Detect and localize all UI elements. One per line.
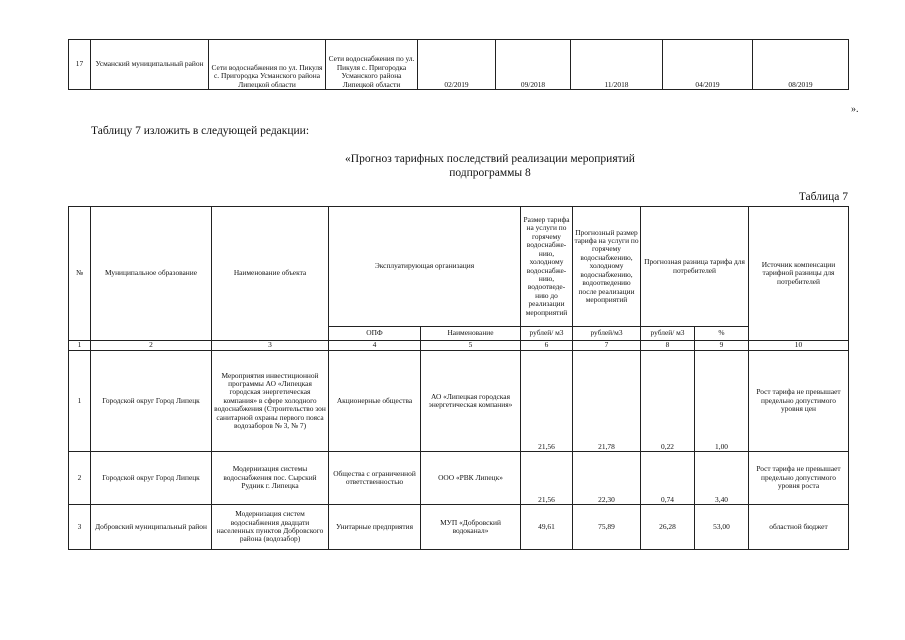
col-number: 10 [749, 341, 849, 351]
col-number: 2 [91, 341, 212, 351]
cell-tariff-after: 22,30 [573, 452, 641, 505]
header-row [69, 207, 849, 327]
cell-municipality: Добровский муниципальный район [91, 505, 212, 550]
cell-date: 04/2019 [663, 40, 753, 90]
cell-opf: Унитарные предприятия [329, 505, 421, 550]
col-number: 6 [521, 341, 573, 351]
column-numbers-row [69, 341, 849, 351]
cell-organization: МУП «Добровский водоканал» [421, 505, 521, 550]
cell-tariff-after: 21,78 [573, 351, 641, 452]
cell-num: 1 [69, 351, 91, 452]
document-title-line2: подпрограммы 8 [449, 167, 531, 179]
col-number: 9 [695, 341, 749, 351]
cell-date: 09/2018 [496, 40, 571, 90]
tariff-forecast-table [68, 206, 849, 550]
document-title-line1: «Прогноз тарифных последствий реализации мероприятий [345, 153, 635, 165]
header-municipality: Муниципальное образование [91, 207, 212, 341]
header-tariff-before: Размер тарифа на услуги по горячему водоснабже-нию, холодному водоснабже-нию, водоотведе-нию до реализации мероприятий [521, 207, 573, 327]
cell-organization: АО «Липецкая городская энергетическая компания» [421, 351, 521, 452]
header-tariff-after: Прогнозный размер тарифа на услуги по горячему водоснабжению, холодному водоснабжению, водоотведению после реализации мероприятий [573, 207, 641, 327]
table-row [69, 452, 849, 505]
table-row [69, 505, 849, 550]
col-number: 3 [212, 341, 329, 351]
cell-date: 08/2019 [753, 40, 849, 90]
cell-tariff-after: 75,89 [573, 505, 641, 550]
cell-percent: 53,00 [695, 505, 749, 550]
col-number: 1 [69, 341, 91, 351]
cell-percent: 1,00 [695, 351, 749, 452]
cell-num: 17 [69, 40, 91, 90]
table-label: Таблица 7 [798, 191, 848, 203]
cell-opf: Акционерные общества [329, 351, 421, 452]
header-object: Наименование объекта [212, 207, 329, 341]
col-number: 5 [421, 341, 521, 351]
header-operator: Эксплуатирующая организация [329, 207, 521, 327]
header-name: Наименование [421, 327, 521, 341]
cell-opf: Общества с ограниченной ответственностью [329, 452, 421, 505]
header-opf: ОПФ [329, 327, 421, 341]
col-number: 7 [573, 341, 641, 351]
cell-object: Модернизация системы водоснабжения пос. Сырский Рудник г. Липецка [212, 452, 329, 505]
header-unit: рублей/ м3 [521, 327, 573, 341]
header-percent: % [695, 327, 749, 341]
header-unit: рублей/м3 [573, 327, 641, 341]
cell-compensation: Рост тарифа не превышает предельно допустимого уровня роста [749, 452, 849, 505]
col-number: 4 [329, 341, 421, 351]
cell-percent: 3,40 [695, 452, 749, 505]
cell-object: Модернизация систем водоснабжения двадцати населенных пунктов Добровского района (водозабор) [212, 505, 329, 550]
cell-object: Мероприятия инвестиционной программы АО «Липецкая городская энергетическая компания» в сфере холодного водоснабжения (Строительство зон санитарной охраны первого пояса водозаборов № 3, № 7) [212, 351, 329, 452]
instruction-text: Таблицу 7 изложить в следующей редакции: [91, 125, 310, 137]
cell-num: 3 [69, 505, 91, 550]
table-row [69, 351, 849, 452]
cell-compensation: Рост тарифа не превышает предельно допустимого уровня цен [749, 351, 849, 452]
cell-organization: ООО «РВК Липецк» [421, 452, 521, 505]
header-unit: рублей/ м3 [641, 327, 695, 341]
cell-tariff-before: 21,56 [521, 452, 573, 505]
cell-tariff-before: 49,61 [521, 505, 573, 550]
col-number: 8 [641, 341, 695, 351]
cell-difference: 26,28 [641, 505, 695, 550]
cell-difference: 0,74 [641, 452, 695, 505]
header-compensation: Источник компенсации тарифной разницы для потребителей [749, 207, 849, 341]
cell-difference: 0,22 [641, 351, 695, 452]
cell-date: 11/2018 [571, 40, 663, 90]
cell-object-2: Сети водоснабжения по ул. Пикуля с. Пригородка Усманского района Липецкой области [326, 40, 418, 90]
cell-municipality: Городской округ Город Липецк [91, 452, 212, 505]
closing-quote: ». [851, 104, 859, 115]
cell-compensation: областной бюджет [749, 505, 849, 550]
header-num: № [69, 207, 91, 341]
cell-num: 2 [69, 452, 91, 505]
cell-object: Сети водоснабжения по ул. Пикуля с. Пригородка Усманского района Липецкой области [209, 40, 326, 90]
cell-municipality: Городской округ Город Липецк [91, 351, 212, 452]
cell-date: 02/2019 [418, 40, 496, 90]
cell-municipality: Усманский муниципальный район [91, 40, 209, 90]
table-row [69, 40, 849, 90]
previous-table-fragment [68, 39, 849, 90]
header-difference: Прогнозная разница тарифа для потребителей [641, 207, 749, 327]
cell-tariff-before: 21,56 [521, 351, 573, 452]
